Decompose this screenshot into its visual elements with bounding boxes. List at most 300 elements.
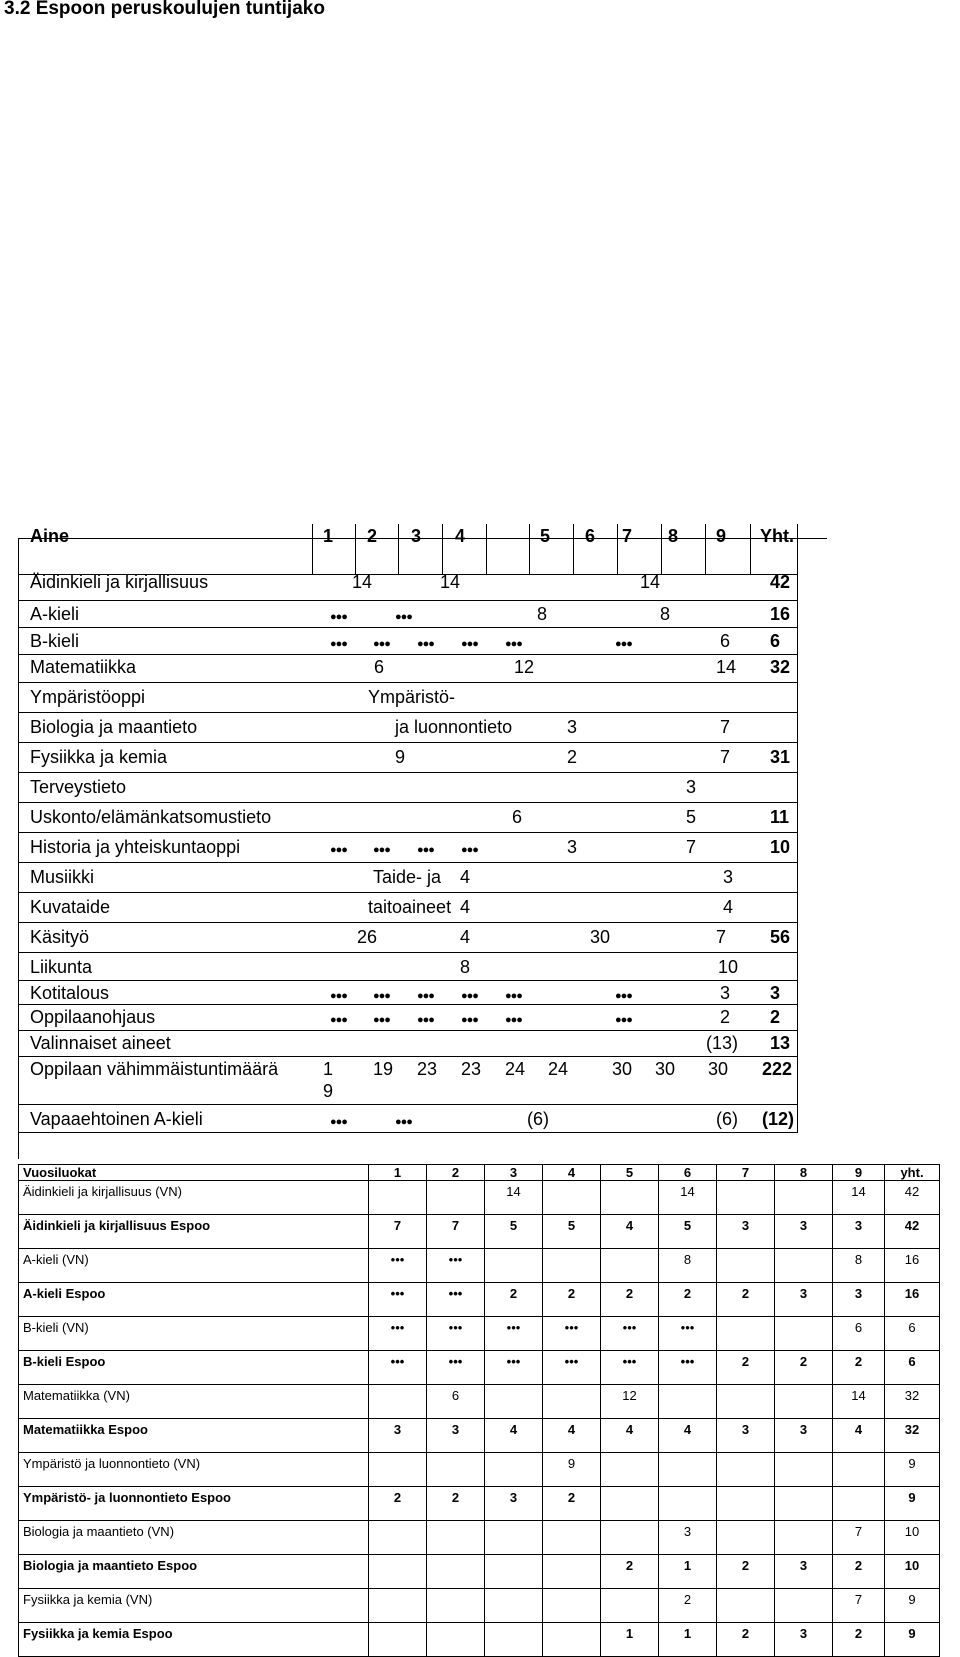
table2-cell	[543, 1623, 601, 1657]
table2-cell	[427, 1555, 485, 1589]
table1-cell: ●●●	[505, 638, 522, 650]
table2-cell: •••	[427, 1351, 485, 1385]
table2-cell: 3	[775, 1623, 833, 1657]
table2-cell: 3	[717, 1215, 775, 1249]
table-row	[19, 1181, 940, 1215]
table-grid-line	[18, 772, 798, 773]
table1-cell: 3	[723, 867, 734, 887]
table2-cell: 6	[833, 1317, 885, 1351]
table2-cell	[775, 1385, 833, 1419]
table2-cell	[601, 1487, 659, 1521]
table1-cell: 3	[567, 837, 578, 857]
table1-cell: ●●●	[330, 638, 347, 650]
table1-cell: 14	[640, 572, 661, 592]
table1-cell: 7	[686, 837, 697, 857]
table-grid-line	[442, 524, 443, 574]
table2-cell: 1	[659, 1555, 717, 1589]
table1-cell: ●●●	[417, 638, 434, 650]
table1-cell: 14	[716, 657, 737, 677]
table2-cell	[717, 1589, 775, 1623]
table1-row-label: Fysiikka ja kemia	[30, 747, 168, 767]
table1-cell: 7	[720, 747, 731, 767]
table1-header-cell: Yht.	[760, 526, 794, 546]
table2-cell: 2	[659, 1283, 717, 1317]
table2-cell	[659, 1385, 717, 1419]
table1-row-label: Uskonto/elämänkatsomustieto	[30, 807, 272, 827]
table-grid-line	[18, 832, 798, 833]
table2-cell: 1	[601, 1623, 659, 1657]
table2-cell	[543, 1181, 601, 1215]
table2-cell	[659, 1487, 717, 1521]
table1-row-label: Ympäristöoppi	[30, 687, 146, 707]
table-grid-line	[797, 574, 798, 1132]
table1-row-label: Kuvataide	[30, 897, 111, 917]
table1-header-cell: 3	[411, 526, 422, 546]
table2-cell	[717, 1249, 775, 1283]
table2-cell	[369, 1453, 427, 1487]
table2-row-label: Matematiikka Espoo	[19, 1419, 369, 1453]
table2-cell	[833, 1487, 885, 1521]
table2-cell: 32	[885, 1419, 940, 1453]
table2-cell: 16	[885, 1283, 940, 1317]
table-grid-line	[18, 802, 798, 803]
table1-cell: 8	[460, 957, 471, 977]
table1-cell: 7	[720, 717, 731, 737]
table2-row-label: Ympäristö- ja luonnontieto Espoo	[19, 1487, 369, 1521]
table2-cell	[601, 1453, 659, 1487]
page-heading: 3.2 Espoon peruskoulujen tuntijako	[4, 0, 325, 19]
table2-row-label: A-kieli (VN)	[19, 1249, 369, 1283]
table2-header-cell: 7	[717, 1165, 775, 1181]
table1-cell: 2	[720, 1007, 731, 1027]
table-grid-line	[18, 1004, 798, 1005]
table2-cell	[485, 1589, 543, 1623]
table-row	[19, 1419, 940, 1453]
table2-header-cell: 8	[775, 1165, 833, 1181]
table-grid-line	[705, 524, 706, 574]
table2-cell: 3	[717, 1419, 775, 1453]
table2-cell	[775, 1249, 833, 1283]
table2-cell: 7	[369, 1215, 427, 1249]
table1-cell: ●●●	[615, 638, 632, 650]
table2-cell: 10	[885, 1555, 940, 1589]
table2-cell: 10	[885, 1521, 940, 1555]
table2-cell	[717, 1487, 775, 1521]
table-row	[19, 1623, 940, 1657]
table-grid-line	[398, 524, 399, 574]
table1-row-label: Historia ja yhteiskuntaoppi	[30, 837, 241, 857]
table1-cell: ●●●	[330, 611, 347, 623]
table2-cell	[833, 1453, 885, 1487]
table2-cell	[485, 1555, 543, 1589]
table2-cell: 7	[833, 1589, 885, 1623]
table1-cell: ●●●	[330, 990, 347, 1002]
table2-header-cell: 4	[543, 1165, 601, 1181]
table2-header-cell: 2	[427, 1165, 485, 1181]
table-grid-line	[617, 524, 618, 574]
table2-cell: 4	[833, 1419, 885, 1453]
table-grid-line	[18, 712, 798, 713]
table1-row-label: Valinnaiset aineet	[30, 1033, 171, 1053]
table2-cell	[427, 1181, 485, 1215]
table2-cell: 9	[885, 1487, 940, 1521]
table-grid-line	[750, 524, 751, 574]
table-grid-line	[18, 654, 798, 655]
table-row	[19, 1555, 940, 1589]
table1-cell: ●●●	[417, 844, 434, 856]
table1-cell: ●●●	[395, 1116, 412, 1128]
table1-header-cell: 8	[668, 526, 679, 546]
table2-cell: 7	[427, 1215, 485, 1249]
table2-cell: 3	[485, 1487, 543, 1521]
table1-cell: ●●●	[373, 990, 390, 1002]
table2-cell: 5	[543, 1215, 601, 1249]
table2-cell: 2	[717, 1283, 775, 1317]
table1-row-total: 16	[770, 604, 791, 624]
table-grid-line	[18, 682, 798, 683]
table1-row-total: 10	[770, 837, 791, 857]
table2-cell: 3	[427, 1419, 485, 1453]
table1-cell: 23	[461, 1059, 482, 1079]
table-grid-line	[18, 600, 798, 601]
table1-row-label: Musiikki	[30, 867, 95, 887]
table2-row-label: Ympäristö ja luonnontieto (VN)	[19, 1453, 369, 1487]
table2-cell	[659, 1453, 717, 1487]
table1-cell: 2	[567, 747, 578, 767]
table1-row-label: B-kieli	[30, 631, 80, 651]
table2-cell	[369, 1385, 427, 1419]
table2-cell	[717, 1453, 775, 1487]
table1-row-label: A-kieli	[30, 604, 80, 624]
table2-cell: 2	[833, 1555, 885, 1589]
table2-cell	[485, 1453, 543, 1487]
table1-cell: 3	[686, 777, 697, 797]
table2-header-cell: 9	[833, 1165, 885, 1181]
table1-cell: 8	[660, 604, 671, 624]
table1-cell: (6)	[527, 1109, 549, 1129]
table2-cell	[543, 1589, 601, 1623]
table2-cell: 42	[885, 1181, 940, 1215]
table2-cell: 9	[885, 1589, 940, 1623]
table2-cell: 42	[885, 1215, 940, 1249]
table-row	[19, 1521, 940, 1555]
table1-row-total: 3	[770, 983, 781, 1003]
table1-cell: 6	[374, 657, 385, 677]
table1-row-label: Liikunta	[30, 957, 93, 977]
table2-cell: 16	[885, 1249, 940, 1283]
table1-cell: (13)	[706, 1033, 739, 1053]
table-grid-line	[486, 524, 487, 574]
table2-cell: 14	[833, 1385, 885, 1419]
table-grid-line	[797, 524, 798, 574]
table1-row-label: Biologia ja maantieto	[30, 717, 198, 737]
table2-cell: 2	[543, 1487, 601, 1521]
table1-cell: 30	[612, 1059, 633, 1079]
table2-cell: 4	[601, 1419, 659, 1453]
table2-cell	[775, 1453, 833, 1487]
table2-cell: 3	[775, 1283, 833, 1317]
table1-cell: Taide- ja	[373, 867, 442, 887]
table2-header-cell: 6	[659, 1165, 717, 1181]
table2-header-cell: 5	[601, 1165, 659, 1181]
table-grid-line	[18, 892, 798, 893]
table2-cell	[601, 1249, 659, 1283]
table1-cell: ●●●	[461, 638, 478, 650]
table1-row-label: Vapaaehtoinen A-kieli	[30, 1109, 203, 1129]
table1-cell: 8	[537, 604, 548, 624]
table2-row-label: B-kieli (VN)	[19, 1317, 369, 1351]
table2-cell: 9	[543, 1453, 601, 1487]
table2-cell	[601, 1589, 659, 1623]
table-grid-line	[18, 922, 798, 923]
table-grid-line	[18, 1104, 798, 1105]
table2-header-cell: yht.	[885, 1165, 940, 1181]
table2-cell: 4	[485, 1419, 543, 1453]
table-row	[19, 1487, 940, 1521]
table2-cell: 32	[885, 1385, 940, 1419]
table2-cell	[775, 1181, 833, 1215]
table2-cell	[369, 1521, 427, 1555]
table1-cell: 4	[460, 867, 471, 887]
lesson-distribution-table-espoo	[18, 1164, 940, 1657]
table2-cell	[775, 1589, 833, 1623]
table-grid-line	[355, 524, 356, 574]
table1-header-cell: 6	[585, 526, 596, 546]
table2-cell: 2	[833, 1351, 885, 1385]
table2-row-label: Matematiikka (VN)	[19, 1385, 369, 1419]
table2-cell: •••	[369, 1351, 427, 1385]
table2-cell	[369, 1181, 427, 1215]
table2-cell: 4	[659, 1419, 717, 1453]
table2-cell: 2	[601, 1283, 659, 1317]
table2-cell	[717, 1521, 775, 1555]
table2-cell: 3	[833, 1215, 885, 1249]
table2-cell: •••	[485, 1351, 543, 1385]
table1-row-total: 42	[770, 572, 791, 592]
table1-cell: 5	[686, 807, 697, 827]
table1-cell: ●●●	[461, 990, 478, 1002]
table2-cell	[717, 1317, 775, 1351]
table1-cell: 14	[440, 572, 461, 592]
table2-cell: 3	[775, 1215, 833, 1249]
table2-cell: 1	[659, 1623, 717, 1657]
table1-cell: ja luonnontieto	[395, 717, 513, 737]
table2-cell: 6	[427, 1385, 485, 1419]
table1-header-cell: 5	[540, 526, 551, 546]
table-grid-line	[661, 524, 662, 574]
table1-cell: 3	[567, 717, 578, 737]
table2-cell: •••	[601, 1317, 659, 1351]
table2-cell: 8	[833, 1249, 885, 1283]
table2-row-label: Äidinkieli ja kirjallisuus Espoo	[19, 1215, 369, 1249]
table-grid-line	[529, 524, 530, 574]
table2-cell	[775, 1487, 833, 1521]
table2-cell: 2	[717, 1351, 775, 1385]
table2-cell: •••	[485, 1317, 543, 1351]
table2-cell: 2	[427, 1487, 485, 1521]
table1-cell: 6	[512, 807, 523, 827]
table2-cell: 2	[369, 1487, 427, 1521]
table1-cell: 4	[723, 897, 734, 917]
table2-cell: •••	[659, 1351, 717, 1385]
table2-cell: 3	[833, 1283, 885, 1317]
table1-cell: ●●●	[373, 1014, 390, 1026]
table2-cell: 12	[601, 1385, 659, 1419]
table1-cell: 19	[373, 1059, 394, 1079]
table-row	[19, 1317, 940, 1351]
table2-cell: •••	[427, 1249, 485, 1283]
table2-cell: 9	[885, 1623, 940, 1657]
table1-cell: ●●●	[505, 1014, 522, 1026]
table2-row-label: Fysiikka ja kemia (VN)	[19, 1589, 369, 1623]
table2-cell: 14	[833, 1181, 885, 1215]
table2-cell: 3	[775, 1555, 833, 1589]
table1-cell: Ympäristö-	[368, 687, 456, 707]
table2-cell: 3	[775, 1419, 833, 1453]
table-grid-line	[18, 742, 798, 743]
table2-cell	[427, 1453, 485, 1487]
table-row	[19, 1351, 940, 1385]
table1-cell: 1	[323, 1059, 334, 1079]
table1-row-label: Terveystieto	[30, 777, 127, 797]
table2-row-label: Fysiikka ja kemia Espoo	[19, 1623, 369, 1657]
table1-cell: 9	[323, 1081, 334, 1101]
table2-header-row	[19, 1165, 940, 1181]
table-grid-line	[18, 952, 798, 953]
table1-header-cell: 7	[622, 526, 633, 546]
table1-row-total: 222	[762, 1059, 793, 1079]
table1-row-total: 13	[770, 1033, 791, 1053]
table2-cell: •••	[369, 1317, 427, 1351]
table2-cell: 3	[659, 1521, 717, 1555]
table1-cell: ●●●	[330, 844, 347, 856]
table1-cell: 30	[708, 1059, 729, 1079]
table2-cell: •••	[543, 1317, 601, 1351]
table1-cell: ●●●	[417, 1014, 434, 1026]
table1-row-label: Matematiikka	[30, 657, 137, 677]
table2-cell: 2	[659, 1589, 717, 1623]
table1-cell: ●●●	[417, 990, 434, 1002]
table2-cell	[485, 1521, 543, 1555]
table1-row-total: 6	[770, 631, 781, 651]
table2-cell: •••	[601, 1351, 659, 1385]
table2-cell: 5	[659, 1215, 717, 1249]
table1-row-total: 32	[770, 657, 791, 677]
table1-cell: taitoaineet	[368, 897, 452, 917]
table2-cell	[543, 1521, 601, 1555]
table1-cell: ●●●	[461, 1014, 478, 1026]
table1-cell: 3	[720, 983, 731, 1003]
table2-cell: 2	[717, 1623, 775, 1657]
table1-cell: 23	[417, 1059, 438, 1079]
table2-cell: •••	[369, 1249, 427, 1283]
table2-cell	[543, 1385, 601, 1419]
table-row	[19, 1283, 940, 1317]
table2-cell	[543, 1555, 601, 1589]
table-grid-line	[573, 524, 574, 574]
table1-cell: 30	[655, 1059, 676, 1079]
table2-cell: 2	[485, 1283, 543, 1317]
table1-cell: ●●●	[615, 1014, 632, 1026]
table1-row-total: 31	[770, 747, 791, 767]
table1-cell: ●●●	[373, 844, 390, 856]
table1-cell: 30	[590, 927, 611, 947]
table1-cell: 24	[505, 1059, 526, 1079]
table1-cell: ●●●	[330, 1014, 347, 1026]
table2-cell	[601, 1521, 659, 1555]
table-row	[19, 1589, 940, 1623]
table1-cell: ●●●	[330, 1116, 347, 1128]
table2-cell	[775, 1521, 833, 1555]
table2-cell: •••	[659, 1317, 717, 1351]
table2-cell	[485, 1385, 543, 1419]
table1-header-cell: 1	[323, 526, 334, 546]
table2-cell: 2	[543, 1283, 601, 1317]
table2-cell: 2	[833, 1623, 885, 1657]
table1-cell: 4	[460, 927, 471, 947]
table2-cell: 8	[659, 1249, 717, 1283]
table2-cell: 3	[369, 1419, 427, 1453]
table1-row-total: 2	[770, 1007, 781, 1027]
table1-row-label: Äidinkieli ja kirjallisuus	[30, 572, 209, 592]
table1-cell: ●●●	[373, 638, 390, 650]
table2-row-label: Biologia ja maantieto Espoo	[19, 1555, 369, 1589]
table2-header-cell: 1	[369, 1165, 427, 1181]
table1-cell: 10	[718, 957, 739, 977]
table1-cell: ●●●	[615, 990, 632, 1002]
table2-cell: •••	[427, 1317, 485, 1351]
table2-cell	[369, 1589, 427, 1623]
table1-header-cell: 9	[716, 526, 727, 546]
table2-header-cell: 3	[485, 1165, 543, 1181]
table1-cell: 4	[460, 897, 471, 917]
table2-cell: 2	[775, 1351, 833, 1385]
table1-cell: 26	[357, 927, 378, 947]
table-row	[19, 1385, 940, 1419]
table2-cell: 4	[543, 1419, 601, 1453]
table-grid-line	[18, 980, 798, 981]
table2-cell: 2	[601, 1555, 659, 1589]
table-grid-line	[18, 862, 798, 863]
table1-cell: 9	[395, 747, 406, 767]
table-row	[19, 1453, 940, 1487]
table1-cell: 14	[352, 572, 373, 592]
table-grid-line	[312, 524, 313, 574]
table1-cell: (6)	[716, 1109, 738, 1129]
table2-row-label: Äidinkieli ja kirjallisuus (VN)	[19, 1181, 369, 1215]
table-grid-line	[18, 1056, 798, 1057]
table1-cell: ●●●	[461, 844, 478, 856]
table2-cell	[543, 1249, 601, 1283]
table2-cell: 14	[659, 1181, 717, 1215]
table1-header-cell: 2	[367, 526, 378, 546]
table1-cell: 24	[548, 1059, 569, 1079]
table2-cell	[485, 1623, 543, 1657]
table2-row-label: B-kieli Espoo	[19, 1351, 369, 1385]
table2-cell: 4	[601, 1215, 659, 1249]
table2-cell	[775, 1317, 833, 1351]
table1-row-total: 11	[770, 807, 790, 827]
table-grid-line	[18, 1030, 798, 1031]
table-row	[19, 1249, 940, 1283]
table2-cell	[369, 1623, 427, 1657]
table2-cell: 2	[717, 1555, 775, 1589]
table2-cell: 14	[485, 1181, 543, 1215]
table1-cell: ●●●	[505, 990, 522, 1002]
table2-cell: 9	[885, 1453, 940, 1487]
table-row	[19, 1215, 940, 1249]
table1-cell: 12	[514, 657, 535, 677]
